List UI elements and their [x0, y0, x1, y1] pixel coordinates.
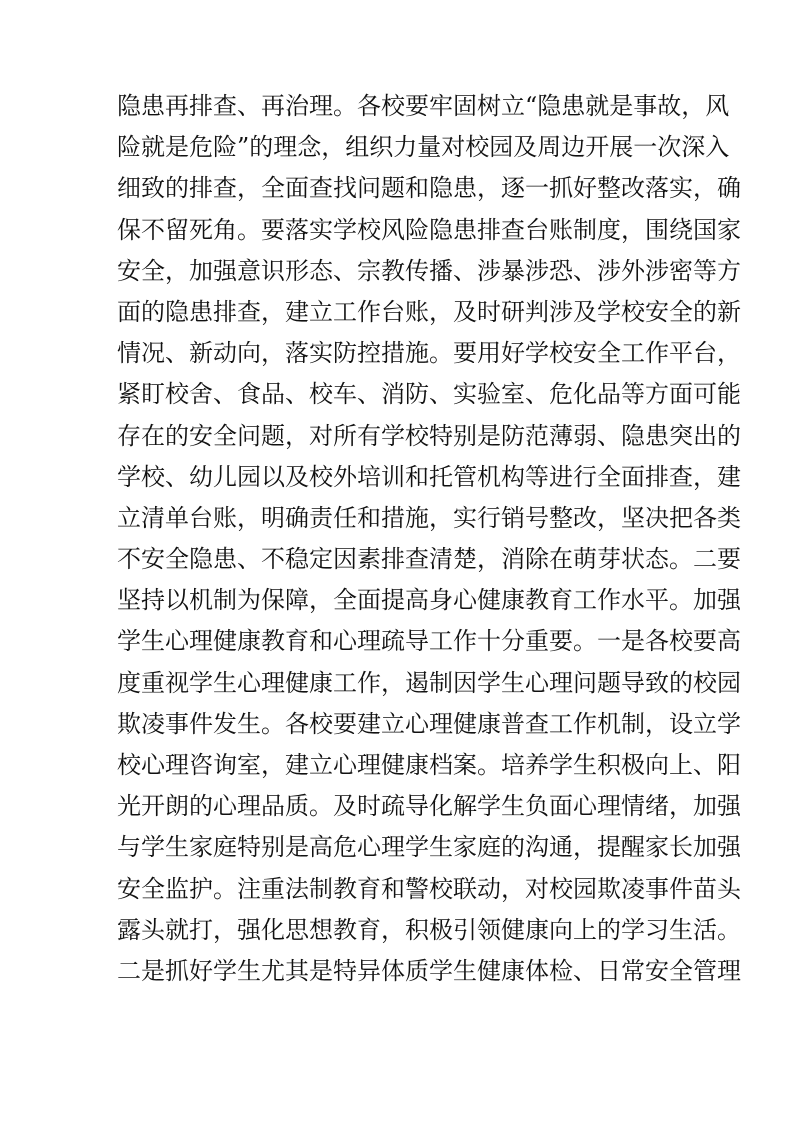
text-line: 情况、新动向，落实防控措施。要用好学校安全工作平台， [117, 339, 741, 368]
text-line: 细致的排查，全面查找问题和隐患，逐一抓好整改落实，确 [117, 174, 741, 203]
text-line: 隐患再排查、再治理。各校要牢固树立“隐患就是事故，风 [117, 92, 730, 120]
text-line: 欺凌事件发生。各校要建立心理健康普查工作机制，设立学 [117, 709, 741, 738]
text-line: 学生心理健康教育和心理疏导工作十分重要。一是各校要高 [117, 627, 741, 656]
text-line: 二是抓好学生尤其是特异体质学生健康体检、日常安全管理 [117, 956, 741, 985]
text-line: 不安全隐患、不稳定因素排查清楚，消除在萌芽状态。二要 [117, 545, 741, 574]
text-line: 校心理咨询室，建立心理健康档案。培养学生积极向上、阳 [117, 751, 741, 779]
text-line: 露头就打，强化思想教育，积极引领健康向上的学习生活。 [117, 915, 741, 944]
text-line: 与学生家庭特别是高危心理学生家庭的沟通，提醒家长加强 [117, 833, 741, 862]
text-line: 面的隐患排查，建立工作台账，及时研判涉及学校安全的新 [117, 297, 741, 326]
text-line: 坚持以机制为保障，全面提高身心健康教育工作水平。加强 [117, 586, 741, 615]
body-paragraph [117, 86, 741, 992]
text-line: 保不留死角。要落实学校风险隐患排查台账制度，围绕国家 [117, 215, 741, 244]
text-line: 光开朗的心理品质。及时疏导化解学生负面心理情绪，加强 [117, 792, 741, 821]
text-line: 存在的安全问题，对所有学校特别是防范薄弱、隐患突出的 [117, 421, 741, 450]
text-line: 紧盯校舍、食品、校车、消防、实验室、危化品等方面可能 [117, 380, 741, 409]
text-line: 度重视学生心理健康工作，遏制因学生心理问题导致的校园 [117, 668, 741, 697]
text-line: 安全，加强意识形态、宗教传播、涉暴涉恐、涉外涉密等方 [117, 256, 741, 285]
text-line: 安全监护。注重法制教育和警校联动，对校园欺凌事件苗头 [117, 874, 741, 903]
text-line: 立清单台账，明确责任和措施，实行销号整改，坚决把各类 [117, 503, 741, 532]
text-line: 学校、幼儿园以及校外培训和托管机构等进行全面排查，建 [117, 462, 741, 491]
text-line: 险就是危险”的理念，组织力量对校园及周边开展一次深入 [117, 133, 730, 162]
